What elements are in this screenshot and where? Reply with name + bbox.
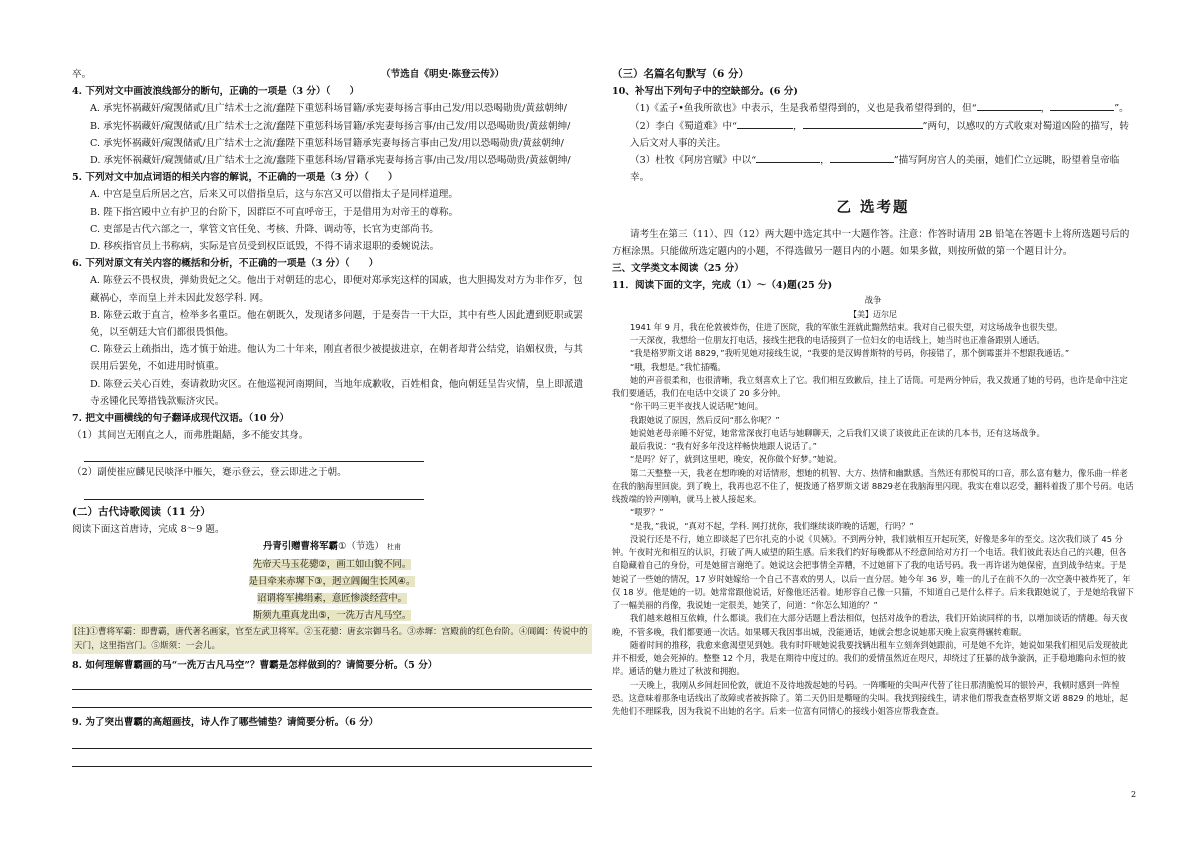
story-paragraph: 我们越来越相互依赖，什么都谈。我们在大部分话题上看法相似，包括对战争的看法，我们开始读同样的书，以增加谈话的情趣。每天夜晚，不管多晚，我们都要通一次话。如果哪天我因事出城，没能通话，她就会想念说她那天晚上寂寞得辗转难眠。 xyxy=(612,613,1128,637)
source-line: 卒。 （节选自《明史·陈登云传》） xyxy=(72,66,592,83)
story-paragraph: “喂罗？” xyxy=(630,507,664,518)
q6-stem: 6. 下列对原文有关内容的概括和分析，不正确的一项是（3 分）（ ） xyxy=(72,258,379,270)
story-paragraph: 她说她老母亲睡不好觉，她常常深夜打电话与她聊聊天，之后我们又谈了谈彼此正在读的几本书，还有这场战争。 xyxy=(630,427,1045,438)
q9-answer-line-2[interactable] xyxy=(72,753,592,767)
q10-item-3: （3）杜牧《阿房宫赋》中以“ ， ”描写阿房宫人的美丽，她们伫立远眺，盼望着皇帝临幸。 xyxy=(630,155,1120,184)
poem-title-line xyxy=(72,538,592,556)
q6-option-d: D. 陈登云关心百姓，奏请救助灾区。在他巡视河南期间，当地年成歉收，百姓相食，他向朝廷呈告灾情，皇上即派遣寺丞锺化民筹措钱款赈济灾民。 xyxy=(90,378,584,407)
q7-answer-line-1[interactable] xyxy=(84,448,424,462)
q5-option-a: A. 中宫是皇后所居之宫，后来又可以借指皇后，这与东宫又可以借指太子是同样道理。 xyxy=(90,189,458,201)
story-paragraph: 1941 年 9 月，我在伦敦被炸伤，住进了医院，我的军旅生涯就此黯然结束。我对自己很失望，对这场战争也很失望。 xyxy=(630,321,1063,332)
story-paragraph: 最后我说：“我有好多年没这样畅快地跟人说话了。” xyxy=(630,441,817,452)
poem-title: 丹青引赠曹将军霸 xyxy=(263,541,339,553)
question-4 xyxy=(72,83,592,169)
q5-option-c: C. 吏部是古代六部之一，掌管文官任免、考核、升降、调动等，长官为吏部尚书。 xyxy=(90,223,439,235)
source-citation: （节选自《明史·陈登云传》） xyxy=(380,69,505,80)
q8-answer-line-2[interactable] xyxy=(72,694,592,708)
left-column xyxy=(72,66,592,769)
story-paragraph: “是我，”我说，“真对不起，学科. 网打扰你，我们继续谈昨晚的话题，行吗？” xyxy=(630,520,914,531)
question-5 xyxy=(72,169,592,255)
question-6 xyxy=(72,255,592,410)
story-paragraph: “是吗？好了，就到这里吧，晚安，祝你做个好梦。”她说。 xyxy=(630,454,842,465)
q6-option-a: A. 陈登云不畏权贵，弹劾贵妃之父。他出于对朝廷的忠心，即便对郑承宪这样的国戚，也大胆揭发对方为非作歹，包藏祸心，幸而皇上并未因此发怒学科. 网。 xyxy=(90,275,583,304)
poem-line-1: 先帝天马玉花骢②，画工如山貌不同。 xyxy=(252,559,412,571)
story-paragraph: “你干吗三更半夜找人说话呢”她问。 xyxy=(630,401,764,412)
q5-option-d: D. 移疾指官员上书称病，实际是官员受到权臣诋毁，不得不请求退职的委婉说法。 xyxy=(90,241,440,253)
story-paragraph: 她的声音很柔和，也很清晰，我立刻喜欢上了它。我们相互致歉后，挂上了话筒。可是两分钟后，我又拨通了她的号码，也许是命中注定我们要通话，我们在电话中交谈了 20 多分钟。 xyxy=(612,374,1128,399)
q9-answer-line-1[interactable] xyxy=(72,735,592,749)
poem xyxy=(72,538,592,624)
poem-line-2: 是日牵来赤墀下③，迥立阊阖生长风④。 xyxy=(248,576,416,588)
q4-option-b: B. 承宪怀祸藏奸/窥觊储贰/且广结术士之流/蠢陛下重惩科场冒籍/承宪妻每扬言事/由己发/用以恐喝勋贵/黄兹朝绅/ xyxy=(90,120,571,132)
section-2-title: (二）古代诗歌阅读（11 分） xyxy=(72,505,211,518)
poem-annotation: [注]①曹将军霸：即曹霸，唐代著名画家，官至左武卫将军。②玉花骢：唐玄宗御马名。③赤墀：宫殿前的红色台阶。④阊阖：传说中的天门，这里指宫门。⑤斯须：一会儿。 xyxy=(72,624,592,654)
page-number: 2 xyxy=(1131,790,1137,799)
q6-option-b: B. 陈登云敢于直言，检举多名重臣。他在朝既久，发现诸多问题，于是奏告一干大臣，其中有些人因此遭到贬职或罢免，以至朝廷大官们都很畏惧他。 xyxy=(90,309,583,339)
q4-option-d: D. 承宪怀祸藏奸/窥觊储贰/且广结术士之流/蠢陛下重惩科场/冒籍承宪妻每扬言事/由己发/用以恐喝勋贵/黄兹朝绅/ xyxy=(90,155,571,167)
story-paragraph: 第二天整整一天，我老在想昨晚的对话情形，想她的机智、大方、热情和幽默感。当然还有那悦耳的口音，那么富有魅力，像乐曲一样老在我的脑海里回旋。到了晚上，我再也忍不住了，便拨通了格罗斯文诺 8829老在我脑海里闪现。我实在难以忍受，翻料着拨了那个号码。电话线拨端的铃声刚响，就马上被人接起来。 xyxy=(612,467,1134,505)
q7-stem: 7. 把文中画横线的句子翻译成现代汉语。（10 分） xyxy=(72,413,290,425)
story-paragraph: 随着时间的推移，我愈来愈渴望见到她。我有时吓唬她说我要找辆出租车立刻奔到她跟前，可是她不允许，她说如果我们相见后发现彼此并不相爱，她会死掉的。整整 12 个月，我是在期待中度过的。我们的爱情虽然近在咫尺，却绕过了狂暴的战争漩涡，正手稳地瞻向永恒的彼岸。通话的魅力胜过了秋波和拥抱。 xyxy=(612,639,1128,677)
q8-answer-line-1[interactable] xyxy=(72,676,592,690)
q8-stem: 8. 如何理解曹霸画的马“一洗万古凡马空”？曹霸是怎样做到的？请简要分析。（5 分） xyxy=(72,660,438,672)
story-paragraph: 一天晚上，我刚从乡间赶回伦敦，就迫不及待地拨起她的号码。一阵嘶哑的尖叫声代替了往日那清脆悦耳的银铃声，我顿时感到一阵惶恐。这意味着那条电话线出了故障或者被拆除了。第二天仍旧是嘶哑的尖叫。我找到接线生，请求他们帮我查查格罗斯文诺 8829 的地址，起先他们不理睬我，因为我说不出她的名字。后来一位富有同情心的接线小姐答应帮我查查。 xyxy=(612,679,1128,717)
q4-option-c: C. 承宪怀祸藏奸/窥觊储贰/且广结术士之流/蠢陛下重惩科场冒籍承宪妻每扬言事由己发/用以恐喝勋贵/黄兹朝绅/ xyxy=(90,137,564,149)
poem-author: 杜甫 xyxy=(386,543,401,552)
q7-answer-line-2[interactable] xyxy=(84,486,424,500)
right-column xyxy=(612,66,1134,718)
q10-1-blank-1[interactable] xyxy=(977,101,1041,111)
story-paragraph: 没说行还是不行，她立即谈起了巴尔扎克的小说《贝姨》。不到两分钟，我们就相互开起玩笑，好像是多年的至交。这次我们谈了 45 分钟。午夜时光和相互的认识，打破了两人威望的陌生感。后来我们约好每晚都从不经意间给对方打一个电话。我们彼此表达自己的兴趣，但各自隐藏着自己的身份，可是她留言谢绝了。她说这会把事情全弄糟，不过她留下了我的电话号码。我一再许诺为她保密，直到战争结束。于是她说了一些她的情况，17 岁时她嫁给一个自己不喜欢的男人，以后一直分居。她今年 36 岁，唯一的儿子在前不久的一次空袭中被炸死了，年仅 18 岁。他是她的一切。她常常跟他说话，好像他还活着。她形容自己像一只猫，不知道自己是什么样子。后来我跟她说了，于是她给我留下了一幅美丽的肖像，我说她一定很美，她笑了，问道：“你怎么知道的？” xyxy=(612,533,1134,611)
q7-sentence-2: （2）副使崔应麟见民啖泽中雁矢，蹇示登云，登云即进之于朝。 xyxy=(72,467,347,479)
poem-line-4: 斯须九重真龙出⑤，一洗万古凡马空。 xyxy=(252,610,412,622)
story-paragraph: “哦，我想是。”我忙插嘴。 xyxy=(630,361,726,372)
q4-stem: 4. 下列对文中画波浪线部分的断句，正确的一项是（3 分）（ ） xyxy=(72,86,360,98)
literature-section-title: 三、文学类文本阅读（25 分） xyxy=(612,263,744,275)
section-3-title: （三）名篇名句默写（6 分） xyxy=(612,68,749,80)
q10-3-blank-2[interactable] xyxy=(830,153,894,163)
story-paragraph: “我是格罗斯文诺 8829，”我听见她对接线生说，“我要的是汉姆普斯特的号码，你接错了，那个倒霉蛋并不想跟我通话。” xyxy=(630,348,1070,359)
q10-2-blank-1[interactable] xyxy=(737,119,793,129)
q7-sentence-1: （1）其间岂无刚直之人，而弗胜龃龉，多不能安其身。 xyxy=(72,430,309,442)
q10-item-2: （2）李白《蜀道难》中“ ， ”两句，以感叹的方式收束对蜀道凶险的描写，转入后文对人事的关注。 xyxy=(630,120,1129,149)
part-b-instructions: 请考生在第三（11）、四（12）两大题中选定其中一大题作答。注意：作答时请用 2B 铅笔在答题卡上将所选题号后的方框涂黑。只能做所选定题内的小题，不得选做另一题目内的小题。如果多做，则按所做的第一个题目计分。 xyxy=(612,228,1130,257)
poem-title-note: ①（节选） xyxy=(338,541,384,553)
q10-3-blank-1[interactable] xyxy=(756,153,820,163)
q5-stem: 5. 下列对文中加点词语的相关内容的解说，不正确的一项是（3 分）（ ） xyxy=(72,172,398,184)
q10-stem: 10、补写出下列句子中的空缺部分。(6 分) xyxy=(612,86,798,98)
q10-item-1: （1)《孟子•鱼我所欲也》中表示，生是我希望得到的，义也是我希望得到的，但“ ， ”。 xyxy=(630,103,1129,115)
part-b-title: 乙 选考题 xyxy=(836,200,910,217)
story-paragraph: 一天深夜，我想给一位朋友打电话，接线生把我的电话接到了一位妇女的电话线上，她当时也正准备跟别人通话。 xyxy=(630,335,1045,346)
q9-stem: 9. 为了突出曹霸的高超画技，诗人作了哪些铺垫？请简要分析。（6 分） xyxy=(72,717,379,729)
story-title: 战争 xyxy=(864,295,882,306)
q6-option-c: C. 陈登云上疏指出，选才慎于始进。他认为二十年来，刚直者很少被提拔进京，在朝者却背公结党，谄媚权贵，与其误用后罢免，不如进用时慎重。 xyxy=(90,344,583,373)
q4-option-a: A. 承宪怀祸藏奸/窥觊储贰/且广结术士之流/蠢陛下重惩科场冒籍/承宪妻每扬言事由己发/用以恐喝勋贵/黄兹朝绅/ xyxy=(90,103,567,115)
section-2-intro: 阅读下面这首唐诗，完成 8～9 题。 xyxy=(72,523,225,535)
q11-stem: 11．阅读下面的文字，完成（1）～（4)题(25 分) xyxy=(612,280,833,292)
story-author: 【美】迈尔尼 xyxy=(849,309,897,319)
q10-1-blank-2[interactable] xyxy=(1050,101,1114,111)
story-paragraph: 我跟她说了原因，然后反问“那么你呢？” xyxy=(630,414,780,425)
poem-line-3: 诏谓将军拂绢素，意匠惨淡经营中。 xyxy=(256,593,407,605)
q10-2-blank-2[interactable] xyxy=(803,119,923,129)
story-text xyxy=(612,294,1134,718)
q5-option-b: B. 陛下指宫殿中立有护卫的台阶下，因群臣不可直呼帝王，于是借用为对帝王的尊称。 xyxy=(90,206,459,218)
question-7 xyxy=(72,410,592,500)
